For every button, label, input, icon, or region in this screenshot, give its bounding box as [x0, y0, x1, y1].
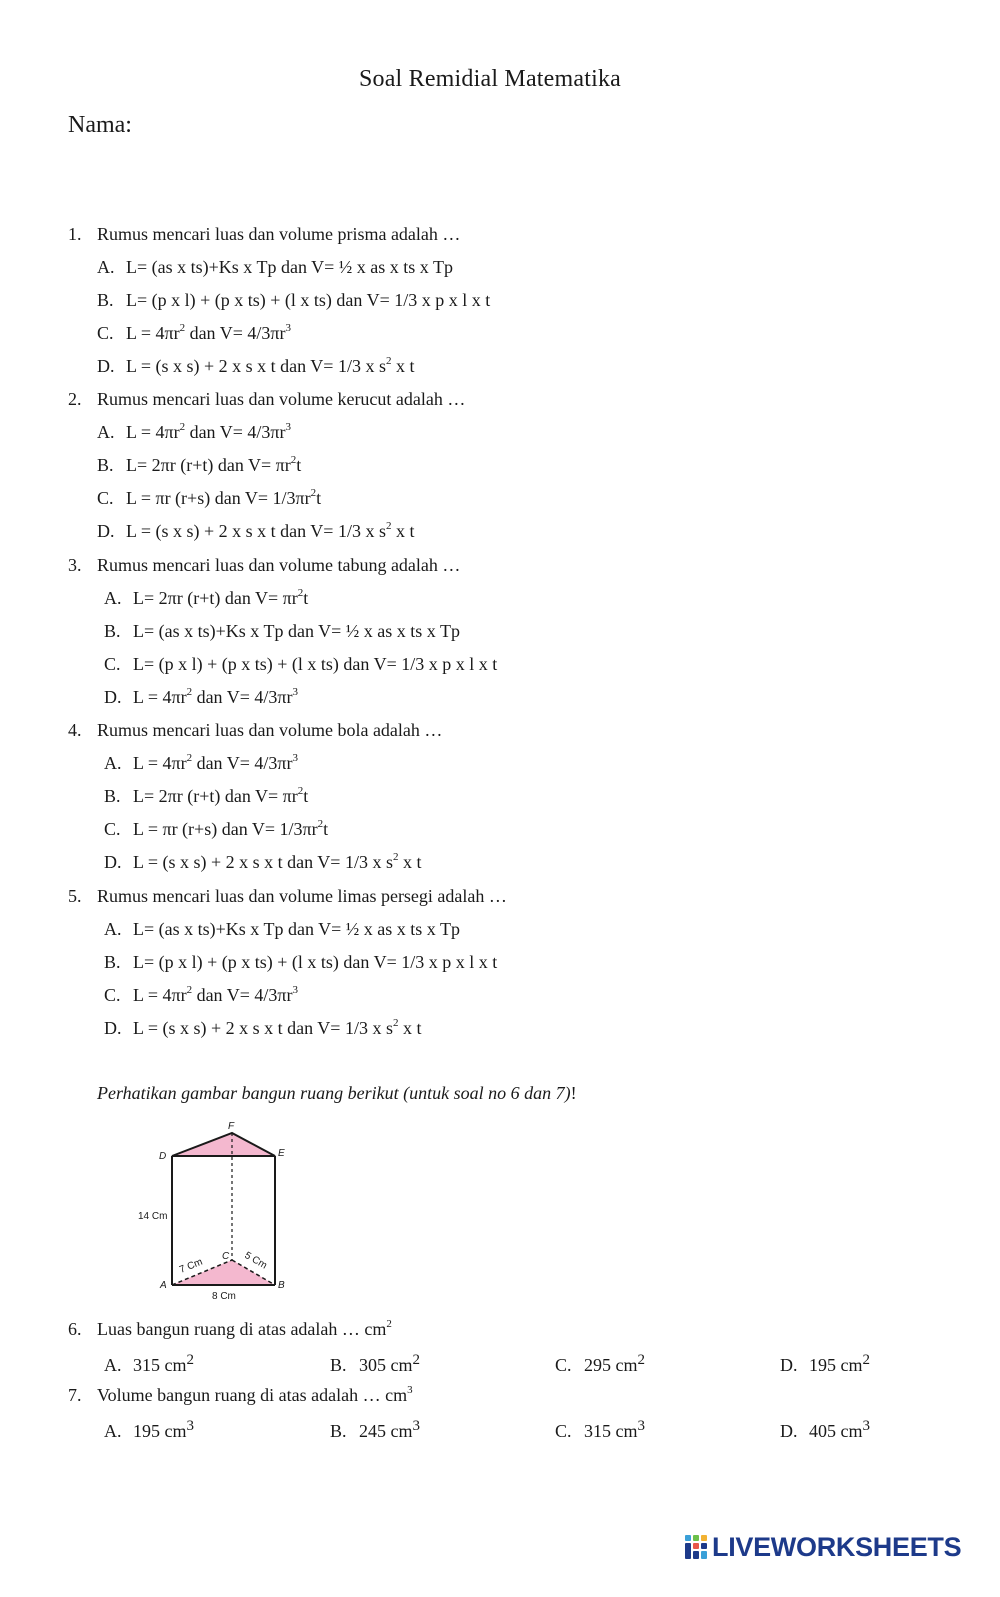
- q2-option-d[interactable]: D. L = (s x s) + 2 x s x t dan V= 1/3 x $s^2$ x t: [97, 520, 415, 541]
- question-7: 7. Volume bangun ruang di atas adalah … $cm^3$: [68, 1384, 413, 1405]
- question-2: [68, 389, 465, 410]
- question-6: 6. Luas bangun ruang di atas adalah … $cm^2$: [68, 1318, 392, 1339]
- q2-option-c[interactable]: C. L = πr (r+s) dan $V= 1/3\pi r^2t$: [97, 487, 322, 508]
- q7-option-c[interactable]: C. 315 $cm^3$: [555, 1418, 645, 1441]
- q4-option-d[interactable]: D. L = (s x s) + 2 x s x t dan V= 1/3 x $s^2$ x t: [104, 851, 422, 872]
- q1-option-d[interactable]: D. L = (s x s) + 2 x s x t dan V= 1/3 x $s^2$ x t: [97, 355, 415, 376]
- question-5: [68, 886, 507, 907]
- question-3: [68, 555, 460, 576]
- question-text: Luas bangun ruang di atas adalah … cm: [97, 1319, 387, 1339]
- q6-option-d[interactable]: D. 195 $cm^2$: [780, 1352, 870, 1375]
- base-ab-label: 8 Cm: [212, 1291, 236, 1302]
- question-number: 2.: [68, 389, 82, 409]
- page-title: Soal Remidial Matematika: [358, 66, 622, 92]
- question-number: 4.: [68, 720, 82, 740]
- q7-option-d[interactable]: D. 405 $cm^3$: [780, 1418, 870, 1441]
- q1-option-a[interactable]: A. L= (as x ts)+Ks x Tp dan V= ½ x as x ts x Tp: [97, 257, 453, 277]
- q6-option-c[interactable]: C. 295 $cm^2$: [555, 1352, 645, 1375]
- q2-option-a[interactable]: A. $L = 4\pi r^2$ dan $V= 4/3\pi r^3$: [97, 421, 291, 442]
- q5-option-d[interactable]: D. L = (s x s) + 2 x s x t dan V= 1/3 x $s^2$ x t: [104, 1017, 422, 1038]
- side-ac-label: 7 Cm: [178, 1256, 205, 1276]
- q3-option-b[interactable]: B. L= (as x ts)+Ks x Tp dan V= ½ x as x ts x Tp: [104, 621, 460, 641]
- question-number: 5.: [68, 886, 82, 906]
- q4-option-c[interactable]: C. L = πr (r+s) dan $V= 1/3\pi r^2t$: [104, 818, 329, 839]
- question-text: Rumus mencari luas dan volume kerucut adalah …: [97, 389, 466, 409]
- q3-option-d[interactable]: D. $L = 4\pi r^2$ dan $V= 4/3\pi r^3$: [104, 686, 298, 707]
- side-cb-label: 5 Cm: [242, 1250, 269, 1272]
- logo-text: LIVEWORKSHEETS: [712, 1531, 962, 1562]
- q6-option-b[interactable]: B. 305 $cm^2$: [330, 1352, 420, 1375]
- q1-option-c[interactable]: C. $L = 4\pi r^2$ dan $V= 4/3\pi r^3$: [97, 322, 291, 343]
- q5-option-a[interactable]: A. L= (as x ts)+Ks x Tp dan V= ½ x as x ts x Tp: [104, 919, 460, 939]
- question-text: Volume bangun ruang di atas adalah … cm: [97, 1385, 408, 1405]
- name-label: Nama:: [68, 112, 132, 138]
- question-4: [68, 720, 442, 741]
- q7-option-b[interactable]: B. 245 $cm^3$: [330, 1418, 420, 1441]
- logo-icon: [684, 1534, 708, 1560]
- vertex-b-label: B: [278, 1280, 285, 1291]
- figure-instruction: Perhatikan gambar bangun ruang berikut (untuk soal no 6 dan 7)!: [97, 1083, 577, 1103]
- triangular-prism-figure: [132, 1118, 302, 1308]
- vertex-f-label: F: [228, 1121, 235, 1132]
- question-number: 7.: [68, 1385, 82, 1405]
- q7-option-a[interactable]: A. 195 $cm^3$: [104, 1418, 194, 1441]
- question-text: Rumus mencari luas dan volume prisma adalah …: [97, 224, 461, 244]
- q3-option-a[interactable]: A. L= 2πr (r+t) dan $V= \pi r^2t$: [104, 587, 309, 608]
- prism-diagram: [132, 1118, 302, 1308]
- height-label: 14 Cm: [138, 1211, 168, 1222]
- question-number: 6.: [68, 1319, 82, 1339]
- q3-option-c[interactable]: C. L= (p x l) + (p x ts) + (l x ts) dan V= 1/3 x p x l x t: [104, 654, 498, 674]
- question-number: 3.: [68, 555, 82, 575]
- question-1: [68, 224, 460, 245]
- q1-option-b[interactable]: B. L= (p x l) + (p x ts) + (l x ts) dan V= 1/3 x p x l x t: [97, 290, 491, 310]
- vertex-c-label: C: [222, 1251, 230, 1262]
- question-text: Rumus mencari luas dan volume limas persegi adalah …: [97, 886, 507, 906]
- liveworksheets-logo[interactable]: [684, 1530, 961, 1564]
- q4-option-a[interactable]: A. $L = 4\pi r^2$ dan $V= 4/3\pi r^3$: [104, 752, 298, 773]
- q6-option-a[interactable]: A. 315 $cm^2$: [104, 1352, 194, 1375]
- q2-option-b[interactable]: B. L= 2πr (r+t) dan $V= \pi r^2t$: [97, 454, 302, 475]
- vertex-e-label: E: [278, 1148, 285, 1159]
- question-text: Rumus mencari luas dan volume bola adalah …: [97, 720, 443, 740]
- vertex-d-label: D: [159, 1151, 167, 1162]
- q5-option-c[interactable]: C. $L = 4\pi r^2$ dan $V= 4/3\pi r^3$: [104, 984, 298, 1005]
- q5-option-b[interactable]: B. L= (p x l) + (p x ts) + (l x ts) dan V= 1/3 x p x l x t: [104, 952, 498, 972]
- q4-option-b[interactable]: B. L= 2πr (r+t) dan $V= \pi r^2t$: [104, 785, 309, 806]
- vertex-a-label: A: [160, 1280, 167, 1291]
- top-face: [172, 1133, 275, 1156]
- question-number: 1.: [68, 224, 82, 244]
- question-text: Rumus mencari luas dan volume tabung adalah …: [97, 555, 461, 575]
